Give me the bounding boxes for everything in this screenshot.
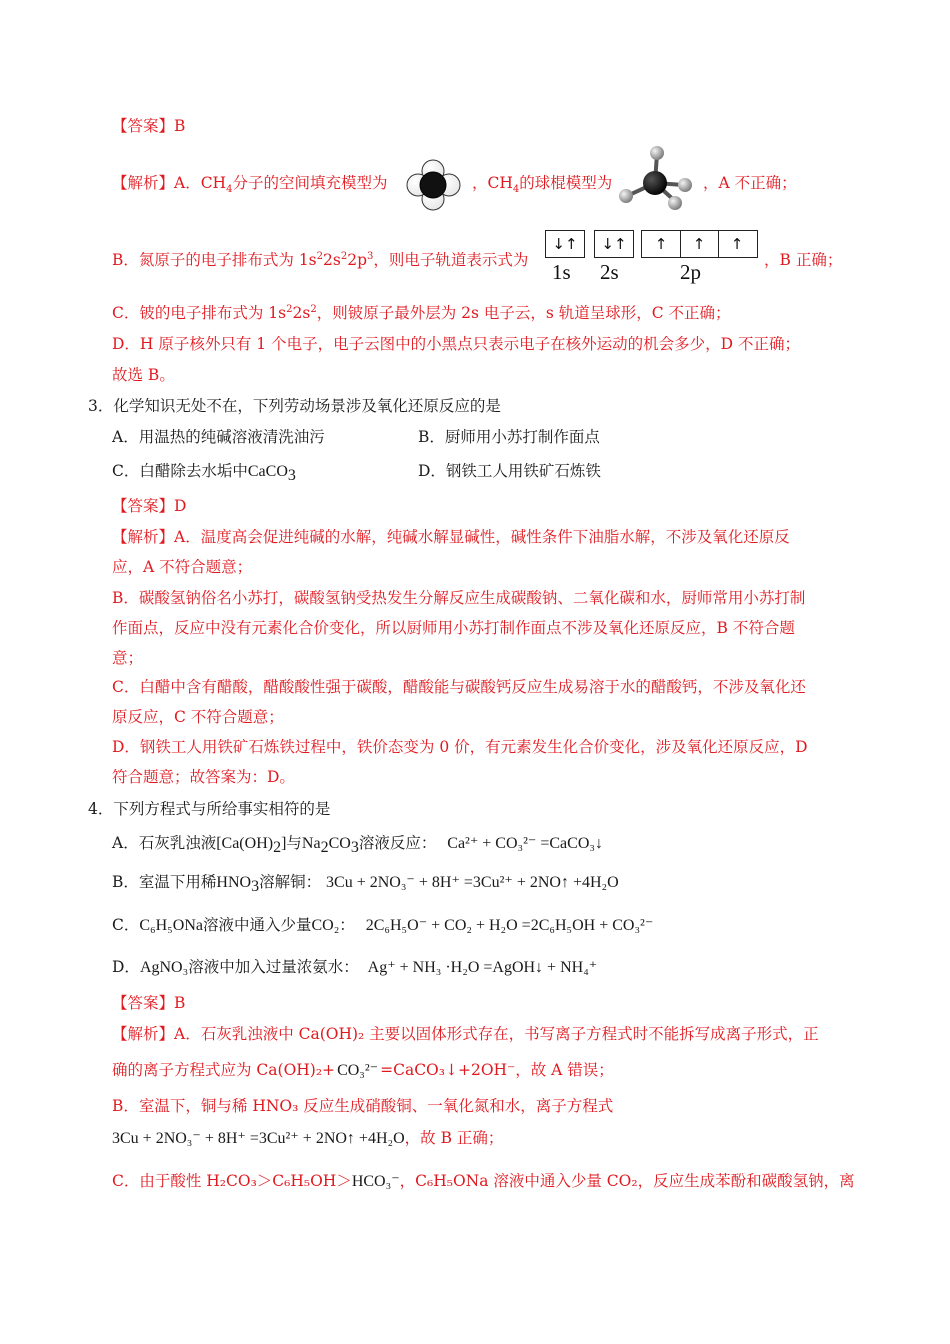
- q3-analysis-b-2: 作面点，反应中没有元素化合价变化，所以厨师用小苏打制作面点不涉及氧化还原反应，B 不符合题: [112, 619, 795, 637]
- orbital-label-1s: 1s: [552, 260, 571, 284]
- q3-analysis-d-2: 符合题意；故答案为：D。: [112, 768, 295, 786]
- q2-analysis-a: 【解析】A．$CH_4$分子的空间填充模型为: [112, 174, 388, 196]
- q3-stem: 3．化学知识无处不在，下列劳动场景涉及氧化还原反应的是: [88, 397, 501, 415]
- q4-option-a: A．石灰乳浊液$[Ca(OH)_2]$与$Na_2CO_3$溶液反应： Ca²⁺ + CO₃²⁻ =CaCO₃↓: [112, 834, 603, 857]
- orbital-2s-box: [594, 230, 634, 258]
- q4-analysis-b-2: 3Cu + 2NO₃⁻ + 8H⁺ =3Cu²⁺ + 2NO↑ +4H₂O，故 B 正确；: [112, 1129, 504, 1147]
- q3-analysis-a-2: 应，A 不符合题意；: [112, 558, 253, 576]
- q2-conclusion: 故选 B。: [112, 366, 175, 384]
- orbital-2p-arrow-1: ↑: [642, 231, 681, 257]
- q4-analysis-b-1: B．室温下，铜与稀 HNO₃ 反应生成硝酸铜、一氧化氮和水，离子方程式: [112, 1097, 614, 1115]
- orbital-label-2s: 2s: [600, 260, 619, 284]
- q2-analysis-d: D．H 原子核外只有 1 个电子，电子云图中的小黑点只表示电子在核外运动的机会多少，D 不正确；: [112, 335, 800, 353]
- q2-answer: 【答案】B: [112, 117, 186, 135]
- q3-analysis-b-1: B．碳酸氢钠俗名小苏打，碳酸氢钠受热发生分解反应生成碳酸钠、二氧化碳和水，厨师常用小苏打制: [112, 589, 806, 607]
- q3-option-a: A．用温热的纯碱溶液清洗油污: [112, 428, 325, 446]
- q4-analysis-c-1: C．由于酸性 H₂CO₃＞C₆H₅OH＞HCO₃⁻，C₆H₅ONa 溶液中通入少量 CO₂，反应生成苯酚和碳酸氢钠，离: [112, 1172, 855, 1190]
- orbital-1s-box: [545, 230, 585, 258]
- q2-analysis-b-end: ，B 正确；: [764, 251, 843, 269]
- orbital-2p-box: [641, 230, 758, 258]
- orbital-1s-arrows: ↓↑: [552, 235, 578, 253]
- orbital-label-2p: 2p: [680, 260, 701, 284]
- q2-analysis-a-end: ，A 不正确；: [703, 174, 797, 192]
- q3-option-d: D．钢铁工人用铁矿石炼铁: [418, 462, 601, 480]
- orbital-2s-arrows: ↓↑: [601, 235, 627, 253]
- q4-option-c: C．C₆H₅ONa溶液中通入少量CO₂： 2C₆H₅O⁻ + CO₂ + H₂O =2C₆H₅OH + CO₃²⁻: [112, 916, 654, 934]
- q4-analysis-a-1: 【解析】A．石灰乳浊液中 Ca(OH)₂ 主要以固体形式存在，书写离子方程式时不能拆写成离子形式，正: [112, 1025, 819, 1043]
- q4-option-d: D．AgNO₃溶液中加入过量浓氨水： Ag⁺ + NH₃ ·H₂O =AgOH↓ + NH₄⁺: [112, 958, 598, 976]
- q4-analysis-a-2: 确的离子方程式应为 Ca(OH)₂+ CO₃²⁻ =CaCO₃↓+2OH⁻，故 A 错误；: [112, 1061, 614, 1079]
- q4-option-b: B．室温下用稀$HNO_3$溶解铜： 3Cu + 2NO₃⁻ + 8H⁺ =3Cu²⁺ + 2NO↑ +4H₂O: [112, 873, 619, 896]
- q3-answer: 【答案】D: [112, 497, 187, 515]
- q3-analysis-d-1: D．钢铁工人用铁矿石炼铁过程中，铁价态变为 0 价，有元素发生化合价变化，涉及氧化还原反应，D: [112, 738, 808, 756]
- q3-analysis-b-3: 意；: [112, 649, 144, 667]
- ch4-space-filling-model-icon: [405, 155, 467, 213]
- q3-option-b: B．厨师用小苏打制作面点: [418, 428, 600, 446]
- q2-analysis-b: B．氮原子的电子排布式为 $1s^22s^22p^3$，则电子轨道表示式为: [112, 250, 529, 269]
- q4-stem: 4．下列方程式与所给事实相符的是: [88, 800, 331, 818]
- orbital-2p-arrow-3: ↑: [730, 235, 744, 253]
- q4-answer: 【答案】B: [112, 994, 186, 1012]
- q3-analysis-c-2: 原反应，C 不符合题意；: [112, 708, 284, 726]
- q2-analysis-a-ball-stick-label: ，$CH_4$的球棍模型为: [472, 174, 613, 196]
- q3-analysis-c-1: C．白醋中含有醋酸，醋酸酸性强于碳酸，醋酸能与碳酸钙反应生成易溶于水的醋酸钙，不涉及氧化还: [112, 678, 806, 696]
- q3-analysis-a-1: 【解析】A．温度高会促进纯碱的水解，纯碱水解显碱性，碱性条件下油脂水解，不涉及氧化还原反: [112, 528, 790, 546]
- q2-analysis-c: C．铍的电子排布式为 $1s^22s^2$，则铍原子最外层为 2s 电子云，s 轨道呈球形，C 不正确；: [112, 303, 731, 322]
- orbital-2p-arrow-2: ↑: [680, 231, 719, 257]
- ch4-ball-stick-model-icon: [617, 143, 695, 213]
- q3-option-c: C．白醋除去水垢中CaCO$_3$: [112, 462, 296, 485]
